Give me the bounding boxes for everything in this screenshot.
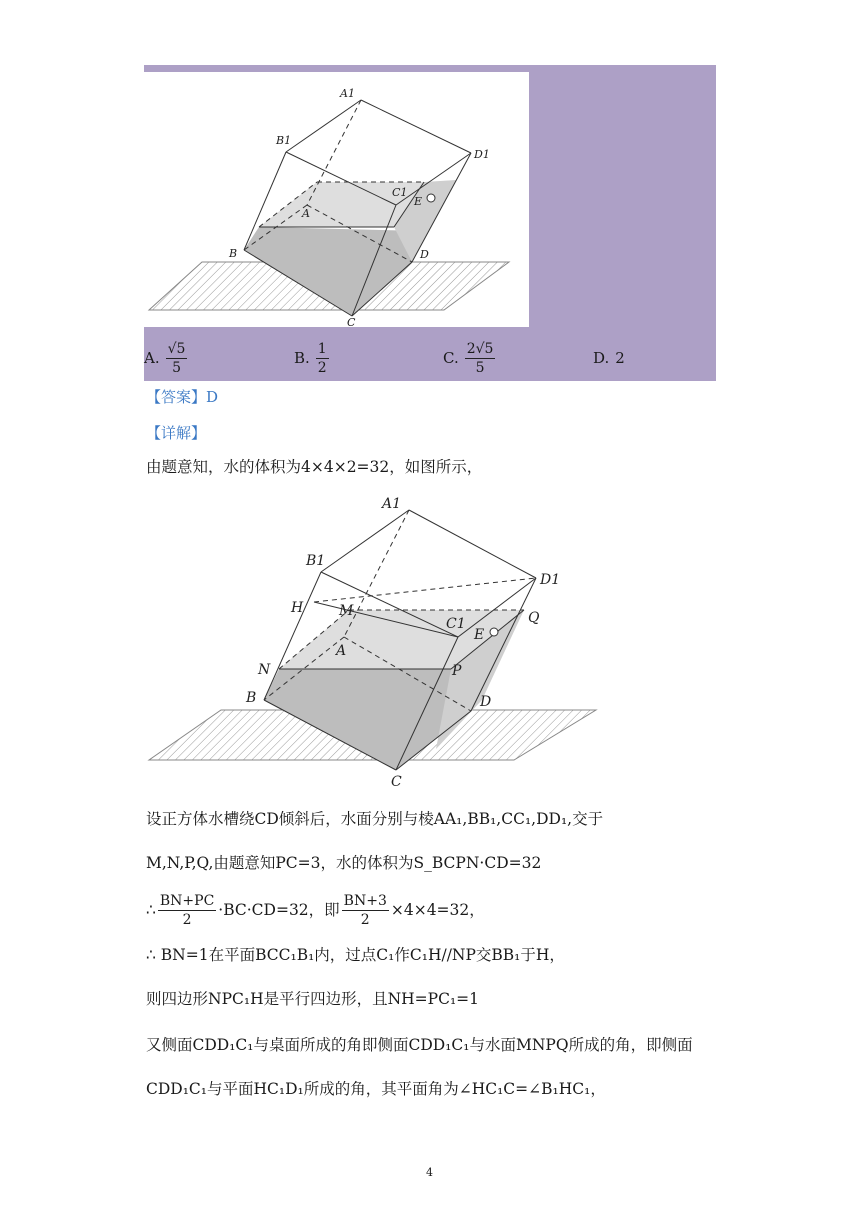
label2-d1: D1 (540, 572, 561, 588)
solution-line-4: ∴ $\frac{BN+PC}{2}$ ·BC·CD=32，即 $\frac{BN+3}{2}$ ×4×4=32， (146, 892, 485, 928)
label-a1: A1 (340, 87, 355, 100)
label2-e: E (474, 627, 485, 643)
label-b1: B1 (276, 134, 292, 147)
solution-line-2: 设正方体水槽绕CD倾斜后，水面分别与棱AA₁,BB₁,CC₁,DD₁,交于 (146, 810, 604, 828)
label2-b: B (246, 690, 257, 706)
solution-line-6: 则四边形NPC₁H是平行四边形，且NH=PC₁=1 (146, 990, 480, 1008)
answer-tag: 【答案】 (146, 388, 207, 406)
answer-line (146, 386, 218, 407)
label2-p: P (452, 663, 462, 679)
label-e: E (414, 195, 423, 208)
label2-m: M (339, 603, 354, 619)
label2-q: Q (528, 610, 540, 626)
label-b: B (229, 247, 238, 260)
solution-line-7: 又侧面CDD₁C₁与桌面所成的角即侧面CDD₁C₁与水面MNPQ所成的角，即侧面 (146, 1036, 693, 1054)
label2-c1: C1 (446, 616, 466, 632)
label-d: D (420, 248, 429, 261)
label-c1: C1 (392, 186, 408, 199)
option-a[interactable]: A. $\frac{√5}{5}$ (144, 340, 186, 376)
label2-b1: B1 (306, 553, 326, 569)
option-d[interactable]: D. 2 (593, 349, 625, 367)
label-a: A (302, 207, 310, 220)
option-b[interactable]: B. $\frac{1}{2}$ (294, 340, 327, 376)
label-c: C (347, 316, 356, 327)
solution-line-8: CDD₁C₁与平面HC₁D₁所成的角，其平面角为∠HC₁C=∠B₁HC₁， (146, 1080, 606, 1098)
option-c[interactable]: C. $\frac{2√5}{5}$ (443, 340, 494, 376)
figure-1-tilted-cube (144, 72, 529, 327)
detail-tag: 【详解】 (146, 424, 207, 442)
page-number: 4 (426, 1166, 433, 1179)
label2-n: N (258, 662, 271, 678)
label2-a1: A1 (382, 496, 402, 512)
label2-d: D (480, 694, 492, 710)
answer-value: D (206, 388, 219, 406)
label2-a: A (336, 643, 347, 659)
solution-line-5: ∴ BN=1在平面BCC₁B₁内，过点C₁作C₁H//NP交BB₁于H， (146, 946, 565, 964)
label-d1: D1 (474, 148, 490, 161)
label2-h: H (291, 600, 304, 616)
figure-2-tilted-cube-annotated (146, 492, 716, 792)
solution-line-3: M,N,P,Q,由题意知PC=3，水的体积为S_BCPN·CD=32 (146, 854, 542, 872)
point-e-marker (427, 194, 435, 202)
label2-c: C (391, 774, 402, 790)
answer-options (144, 336, 716, 380)
solution-line-1: 由题意知，水的体积为4×4×2=32，如图所示， (146, 458, 483, 476)
